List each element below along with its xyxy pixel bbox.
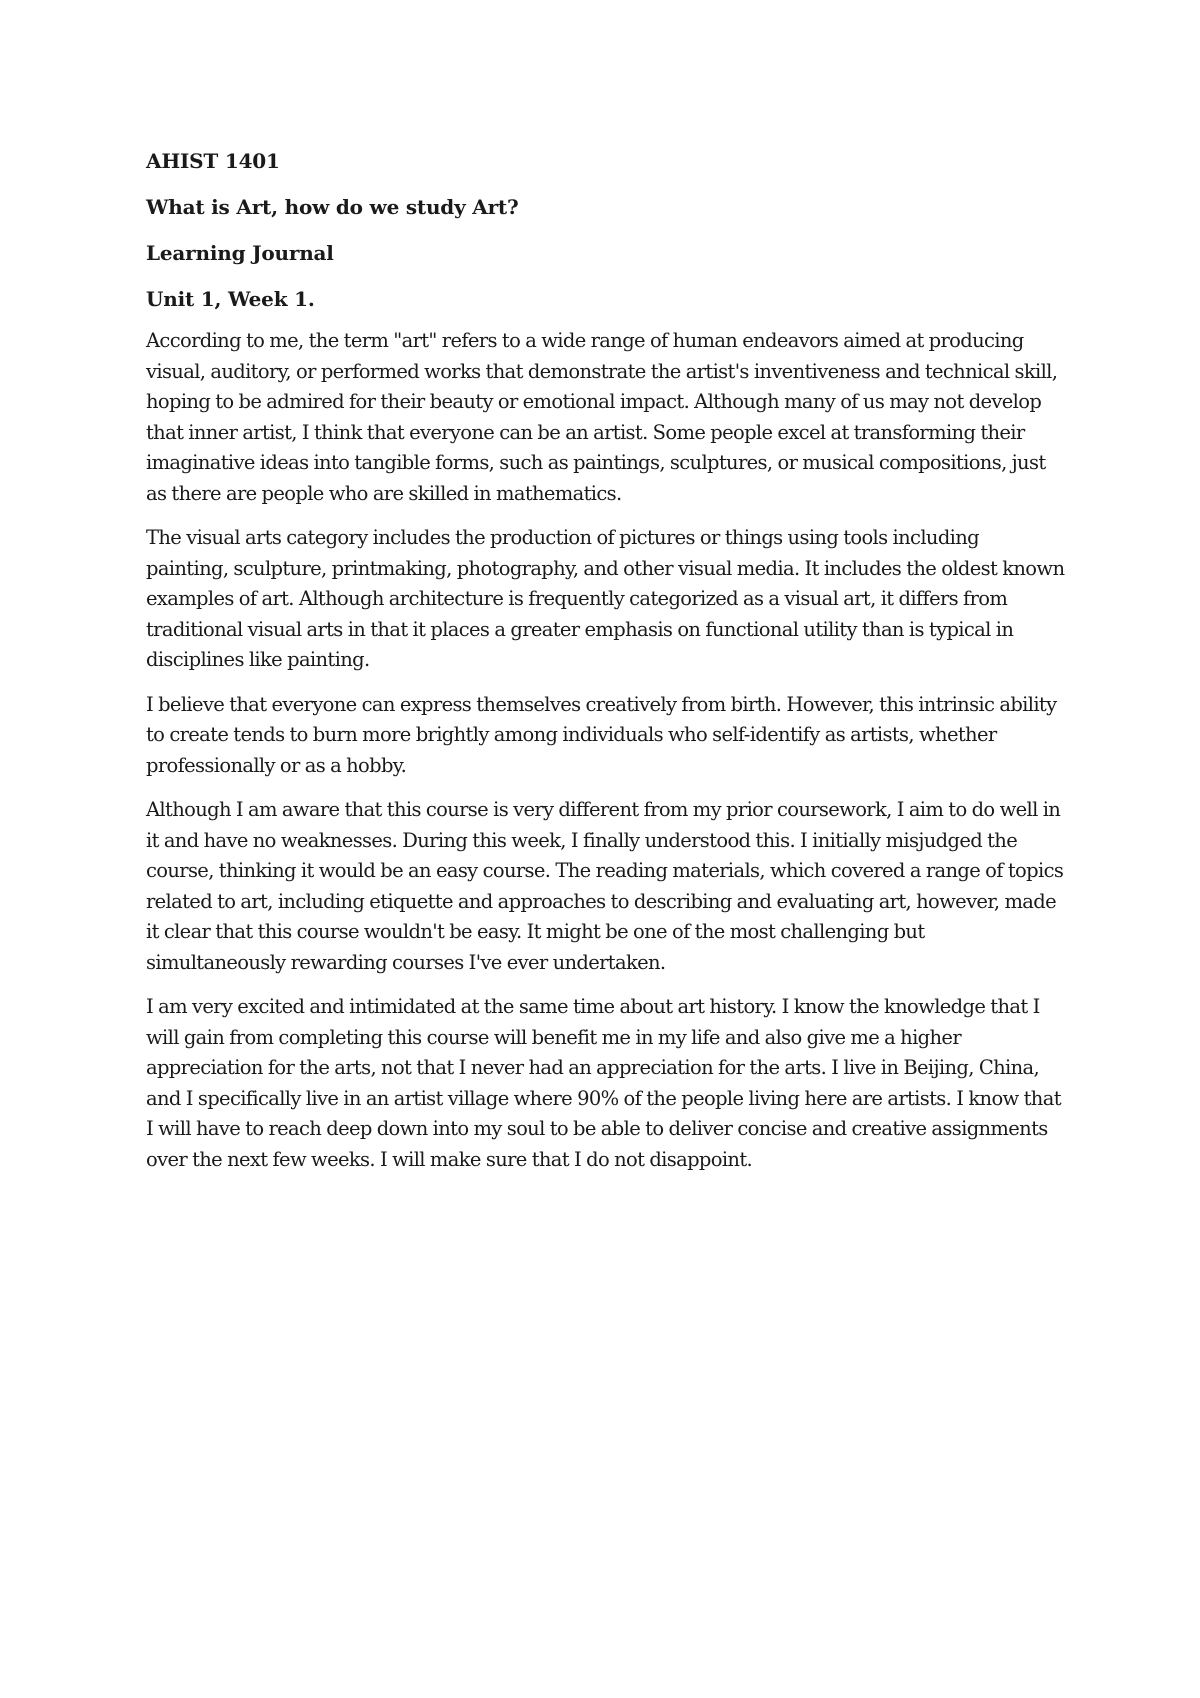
document-page	[146, 146, 1066, 1189]
paragraph-4: Although I am aware that this course is very different from my prior coursework, I aim to do well in it and have no weaknesses. During this week, I finally understood this. I initially misjudged the course, thinking it would be an easy course. The reading materials, which covered a range of topics related to art, including etiquette and approaches to describing and evaluating art, however, made it clear that this course wouldn't be easy. It might be one of the most challenging but simultaneously rewarding courses I've ever undertaken.	[146, 798, 1064, 974]
unit-label: Unit 1, Week 1.	[146, 287, 315, 311]
paragraph-5: I am very excited and intimidated at the same time about art history. I know the knowledge that I will gain from completing this course will benefit me in my life and also give me a higher appreciation for the arts, not that I never had an appreciation for the arts. I live in Beijing, China, and I specifically live in an artist village where 90% of the people living here are artists. I know that I will have to reach deep down into my soul to be able to deliver concise and creative assignments over the next few weeks. I will make sure that I do not disappoint.	[146, 995, 1061, 1171]
document-subtitle: Learning Journal	[146, 241, 334, 265]
course-code: AHIST 1401	[146, 149, 280, 173]
paragraph-3: I believe that everyone can express themselves creatively from birth. However, this intrinsic ability to create tends to burn more brightly among individuals who self-identify as artists, whether professionally or as a hobby.	[146, 692, 1057, 777]
paragraph-2: The visual arts category includes the production of pictures or things using tools including painting, sculpture, printmaking, photography, and other visual media. It includes the oldest known examples of art. Although architecture is frequently categorized as a visual art, it differs from traditional visual arts in that it places a greater emphasis on functional utility than is typical in disciplines like painting.	[146, 526, 1065, 671]
paragraph-1: According to me, the term "art" refers to a wide range of human endeavors aimed at producing visual, auditory, or performed works that demonstrate the artist's inventiveness and technical skill, hoping to be admired for their beauty or emotional impact. Although many of us may not develop that inner artist, I think that everyone can be an artist. Some people excel at transforming their imaginative ideas into tangible forms, such as paintings, sculptures, or musical compositions, just as there are people who are skilled in mathematics.	[146, 329, 1058, 505]
document-title: What is Art, how do we study Art?	[146, 195, 519, 219]
